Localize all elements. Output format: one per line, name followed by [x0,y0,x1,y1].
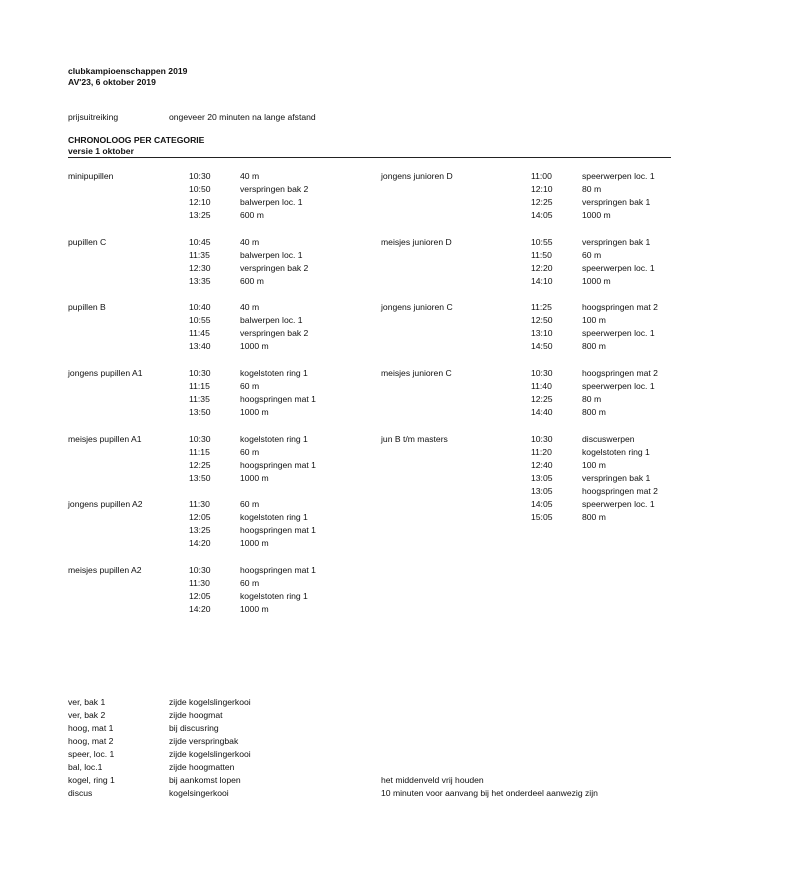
event-name: 60 m [240,381,260,391]
event-time: 13:10 [531,328,553,338]
category-name: pupillen C [68,237,107,247]
event-time: 13:25 [189,525,211,535]
event-time: 10:40 [189,302,211,312]
event-name: hoogspringen mat 1 [240,460,316,470]
header-divider [68,157,671,158]
legend-value: zijde hoogmatten [169,762,235,772]
event-name: kogelstoten ring 1 [240,368,308,378]
event-time: 12:25 [531,394,553,404]
event-time: 11:20 [531,447,552,457]
event-name: hoogspringen mat 2 [582,486,658,496]
event-name: 600 m [240,276,264,286]
event-name: 1000 m [582,210,611,220]
event-name: 80 m [582,184,602,194]
event-time: 11:30 [189,499,210,509]
event-time: 10:55 [531,237,553,247]
event-time: 10:30 [189,368,211,378]
prize-value: ongeveer 20 minuten na lange afstand [169,112,316,122]
category-name: meisjes junioren D [381,237,452,247]
document-title: clubkampioenschappen 2019 [68,66,188,76]
event-name: 1000 m [240,341,269,351]
event-time: 12:10 [189,197,211,207]
event-time: 13:40 [189,341,211,351]
event-time: 10:30 [531,368,553,378]
event-time: 13:50 [189,473,211,483]
event-time: 13:35 [189,276,211,286]
legend-value: bij aankomst lopen [169,775,241,785]
event-name: hoogspringen mat 1 [240,394,316,404]
event-name: hoogspringen mat 2 [582,302,658,312]
legend-key: kogel, ring 1 [68,775,115,785]
event-name: 40 m [240,171,260,181]
category-name: jongens junioren D [381,171,453,181]
event-name: verspringen bak 2 [240,263,309,273]
event-name: 800 m [582,341,606,351]
event-time: 13:05 [531,473,553,483]
event-name: 1000 m [240,407,269,417]
event-time: 13:50 [189,407,211,417]
event-time: 14:50 [531,341,553,351]
event-name: 100 m [582,315,606,325]
event-name: hoogspringen mat 2 [582,368,658,378]
event-name: kogelstoten ring 1 [582,447,650,457]
legend-key: bal, loc.1 [68,762,103,772]
event-name: 800 m [582,407,606,417]
event-time: 13:25 [189,210,211,220]
event-name: verspringen bak 1 [582,473,651,483]
event-time: 11:15 [189,381,210,391]
event-time: 14:20 [189,604,211,614]
event-name: speerwerpen loc. 1 [582,328,655,338]
legend-key: hoog, mat 1 [68,723,114,733]
category-name: jongens pupillen A2 [68,499,143,509]
event-time: 13:05 [531,486,553,496]
event-time: 10:55 [189,315,211,325]
legend-note: het middenveld vrij houden [381,775,484,785]
legend-key: discus [68,788,93,798]
event-time: 12:25 [189,460,211,470]
event-name: speerwerpen loc. 1 [582,381,655,391]
legend-key: ver, bak 1 [68,697,106,707]
event-name: 600 m [240,210,264,220]
event-time: 10:30 [531,434,553,444]
event-name: 60 m [240,578,260,588]
section-title: CHRONOLOOG PER CATEGORIE [68,135,205,145]
event-name: 40 m [240,237,260,247]
event-name: speerwerpen loc. 1 [582,171,655,181]
legend-key: hoog, mat 2 [68,736,114,746]
event-name: 800 m [582,512,606,522]
legend-key: ver, bak 2 [68,710,106,720]
event-name: 80 m [582,394,602,404]
prize-label: prijsuitreiking [68,112,119,122]
event-name: 60 m [240,447,260,457]
event-name: speerwerpen loc. 1 [582,263,655,273]
category-name: pupillen B [68,302,106,312]
event-time: 11:00 [531,171,552,181]
event-name: speerwerpen loc. 1 [582,499,655,509]
legend-value: zijde kogelslingerkooi [169,697,251,707]
event-name: hoogspringen mat 1 [240,525,316,535]
category-name: meisjes pupillen A1 [68,434,142,444]
event-time: 10:30 [189,565,211,575]
document-subtitle: AV'23, 6 oktober 2019 [68,77,156,87]
legend-value: kogelsingerkooi [169,788,229,798]
event-name: 60 m [240,499,260,509]
event-time: 12:30 [189,263,211,273]
event-time: 14:10 [531,276,553,286]
category-name: jongens junioren C [381,302,453,312]
event-name: discuswerpen [582,434,635,444]
event-name: verspringen bak 1 [582,237,651,247]
event-time: 10:30 [189,171,211,181]
legend-value: zijde kogelslingerkooi [169,749,251,759]
event-time: 11:30 [189,578,210,588]
event-time: 12:50 [531,315,553,325]
event-name: balwerpen loc. 1 [240,197,303,207]
event-name: 40 m [240,302,260,312]
event-name: kogelstoten ring 1 [240,591,308,601]
event-time: 11:35 [189,394,210,404]
event-time: 12:25 [531,197,553,207]
event-name: 60 m [582,250,602,260]
legend-value: zijde verspringbak [169,736,239,746]
event-time: 14:05 [531,210,553,220]
event-time: 11:25 [531,302,552,312]
event-time: 11:50 [531,250,552,260]
event-name: kogelstoten ring 1 [240,512,308,522]
event-time: 11:45 [189,328,210,338]
event-time: 12:20 [531,263,553,273]
event-time: 10:50 [189,184,211,194]
event-name: 1000 m [240,473,269,483]
event-time: 12:40 [531,460,553,470]
legend-value: zijde hoogmat [169,710,223,720]
event-time: 15:05 [531,512,553,522]
event-name: verspringen bak 1 [582,197,651,207]
event-name: 100 m [582,460,606,470]
event-name: 1000 m [582,276,611,286]
event-name: kogelstoten ring 1 [240,434,308,444]
event-name: balwerpen loc. 1 [240,315,303,325]
event-time: 10:30 [189,434,211,444]
legend-value: bij discusring [169,723,219,733]
category-name: meisjes junioren C [381,368,452,378]
event-name: balwerpen loc. 1 [240,250,303,260]
event-time: 10:45 [189,237,211,247]
category-name: jun B t/m masters [381,434,448,444]
event-name: hoogspringen mat 1 [240,565,316,575]
event-time: 14:40 [531,407,553,417]
section-version: versie 1 oktober [68,146,134,156]
category-name: jongens pupillen A1 [68,368,143,378]
event-time: 11:35 [189,250,210,260]
event-name: verspringen bak 2 [240,328,309,338]
legend-note: 10 minuten voor aanvang bij het onderdeel aanwezig zijn [381,788,598,798]
event-time: 12:05 [189,591,211,601]
legend-key: speer, loc. 1 [68,749,115,759]
event-name: verspringen bak 2 [240,184,309,194]
event-time: 14:20 [189,538,211,548]
event-time: 11:40 [531,381,552,391]
category-name: minipupillen [68,171,114,181]
category-name: meisjes pupillen A2 [68,565,142,575]
event-name: 1000 m [240,604,269,614]
event-time: 12:05 [189,512,211,522]
event-time: 14:05 [531,499,553,509]
event-time: 12:10 [531,184,553,194]
event-time: 11:15 [189,447,210,457]
event-name: 1000 m [240,538,269,548]
